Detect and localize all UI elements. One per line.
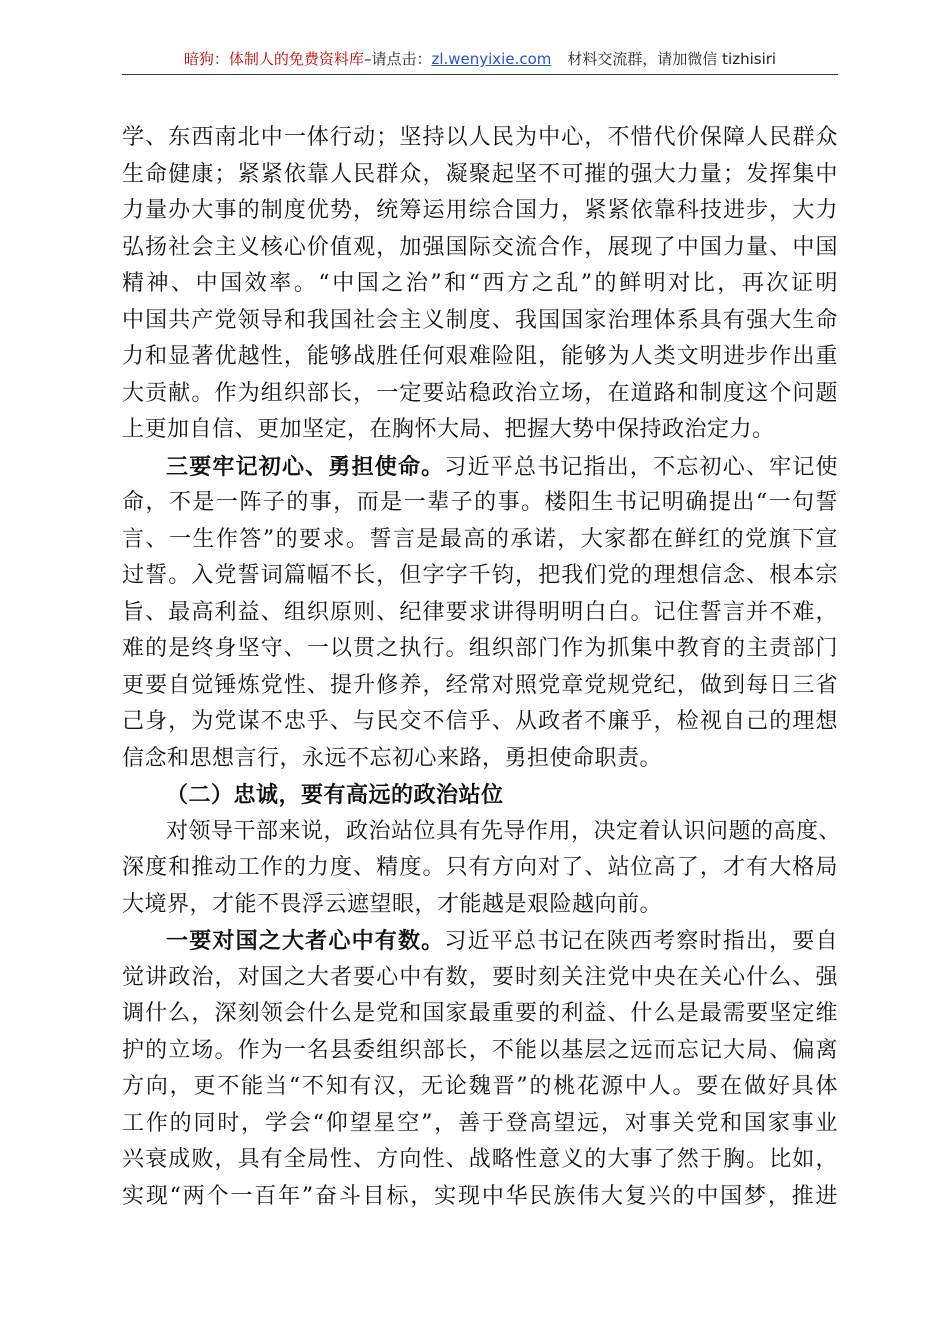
text-line: 生命健康；紧紧依靠人民群众，凝聚起坚不可摧的强大力量；发挥集中 <box>122 161 838 187</box>
text-line: 大境界，才能不畏浮云遮望眼，才能越是艰险越向前。 <box>122 891 663 917</box>
text-line: 力量办大事的制度优势，统筹运用综合国力，紧紧依靠科技进步，大力 <box>122 198 838 223</box>
text-line: 命，不是一阵子的事，而是一辈子的事。楼阳生书记明确提出“一句誓 <box>122 490 838 515</box>
text-line: 更要自觉锤炼党性、提升修养，经常对照党章党规党纪，做到每日三省 <box>122 672 838 698</box>
text-line: 调什么，深刻领会什么是党和国家最重要的利益、什么是最需要坚定维 <box>122 1001 838 1026</box>
text-line: 大贡献。作为组织部长，一定要站稳政治立场，在道路和制度这个问题 <box>122 380 838 406</box>
header-link[interactable]: zl.wenyixie.com <box>431 50 552 68</box>
text-line: 上更加自信、更加坚定，在胸怀大局、把握大势中保持政治定力。 <box>122 417 775 442</box>
paragraph-first-line <box>122 923 838 960</box>
text-line: 信念和思想言行，永远不忘初心来路，勇担使命职责。 <box>122 745 663 771</box>
header-contact: 材料交流群，请加微信 tizhisiri <box>567 50 777 68</box>
text-line: 精神、中国效率。“中国之治”和“西方之乱”的鲜明对比，再次证明 <box>122 271 838 296</box>
text-line: 实现“两个一百年”奋斗目标，实现中华民族伟大复兴的中国梦，推进 <box>122 1183 838 1209</box>
text-line: 深度和推动工作的力度、精度。只有方向对了、站位高了，才有大格局 <box>122 855 838 880</box>
text-line: 觉讲政治，对国之大者要心中有数，要时刻关注党中央在关心什么、强 <box>122 964 838 990</box>
text-line: 方向，更不能当“不知有汉，无论魏晋”的桃花源中人。要在做好具体 <box>122 1074 838 1099</box>
text-line: 旨、最高利益、组织原则、纪律要求讲得明明白白。记住誓言并不难， <box>122 599 838 625</box>
header-brand: 暗狗：体制人的免费资料库 <box>183 50 364 68</box>
text-line: 力和显著优越性，能够战胜任何艰难险阻，能够为人类文明进步作出重 <box>122 344 838 369</box>
text-line: 工作的同时，学会“仰望星空”，善于登高望远，对事关党和国家事业 <box>122 1110 838 1136</box>
paragraph-text: 习近平总书记在陕西考察时指出，要自 <box>444 929 838 954</box>
text-line: 学、东西南北中一体行动；坚持以人民为中心，不惜代价保障人民群众 <box>122 125 838 150</box>
text-line: 护的立场。作为一名县委组织部长，不能以基层之远而忘记大局、偏离 <box>122 1037 838 1063</box>
document-body <box>122 120 842 1215</box>
text-line: 过誓。入党誓词篇幅不长，但字字千钧，把我们党的理想信念、根本宗 <box>122 563 838 588</box>
page-header <box>122 44 838 75</box>
paragraph-first-line <box>122 449 838 486</box>
text-line: 难的是终身坚守、一以贯之执行。组织部门作为抓集中教育的主责部门 <box>122 636 838 661</box>
header-prompt: –请点击： <box>363 50 432 68</box>
text-line: 己身，为党谋不忠乎、与民交不信乎、从政者不廉乎，检视自己的理想 <box>122 709 838 734</box>
text-line: 兴衰成败，具有全局性、方向性、战略性意义的大事了然于胸。比如， <box>122 1147 838 1172</box>
text-line: 言、一生作答”的要求。誓言是最高的承诺，大家都在鲜红的党旗下宣 <box>122 526 838 552</box>
section-heading: （二）忠诚，要有高远的政治站位 <box>166 782 504 808</box>
paragraph-heading: 一要对国之大者心中有数。 <box>166 928 445 954</box>
paragraph-heading: 三要牢记初心、勇担使命。 <box>166 453 445 480</box>
text-line: 对领导干部来说，政治站位具有先导作用，决定着认识问题的高度、 <box>166 818 842 844</box>
text-line: 中国共产党领导和我国社会主义制度、我国国家治理体系具有强大生命 <box>122 307 838 333</box>
text-line: 弘扬社会主义核心价值观，加强国际交流合作，展现了中国力量、中国 <box>122 234 838 260</box>
paragraph-text: 习近平总书记指出，不忘初心、牢记使 <box>444 454 838 480</box>
